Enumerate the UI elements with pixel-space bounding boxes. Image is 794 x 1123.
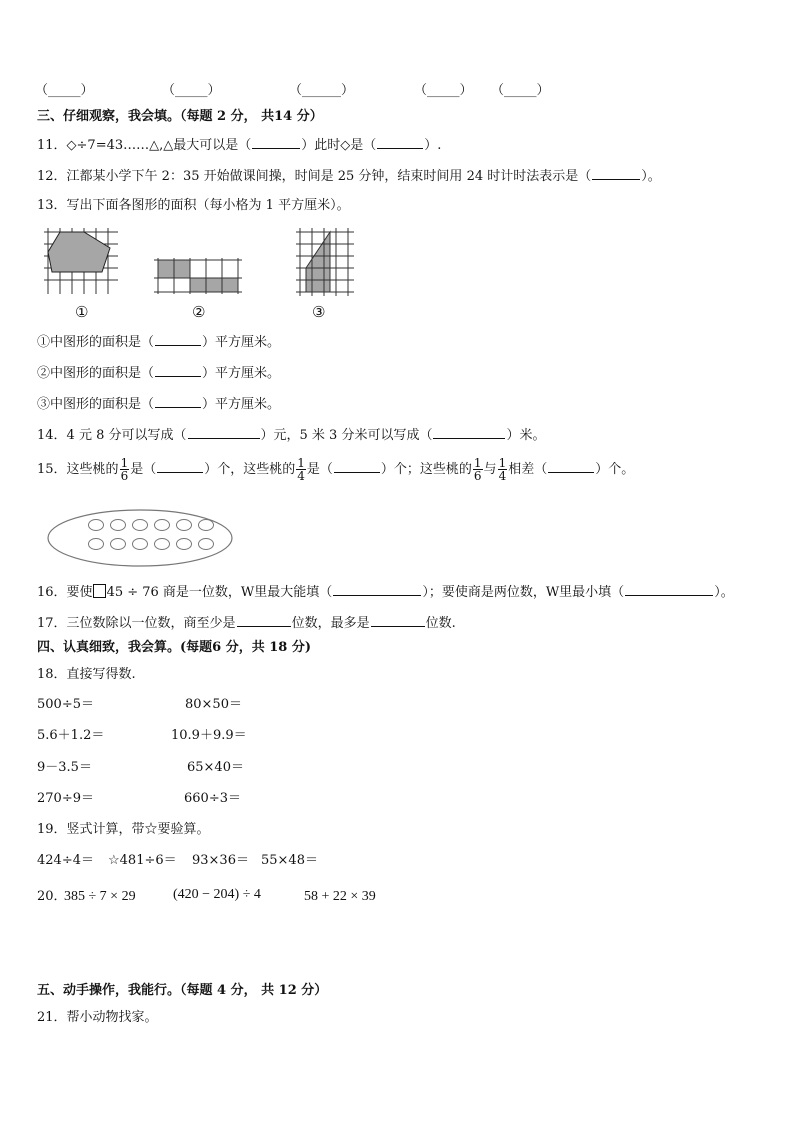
q12-text-a: 江都某小学下午 2：35 开始做课间操，时间是 25 分钟，结束时间用 24 时计时法表示是（	[66, 169, 592, 184]
q13-answer-1-label: ①中图形的面积是（	[37, 335, 155, 350]
top-blank-1[interactable]: （_____）	[35, 83, 94, 98]
q18-item-6: 65×40＝	[187, 760, 244, 775]
q13-answer-2-unit: ）平方厘米。	[202, 366, 281, 381]
peach	[111, 539, 126, 550]
q18-number: 18．	[37, 667, 67, 682]
q15-blank-1[interactable]	[157, 460, 203, 473]
q20-item-3: 58 + 22 × 39	[304, 889, 376, 904]
q20-item-1: 385 ÷ 7 × 29	[64, 889, 136, 904]
q18-item-1: 500÷5＝	[37, 697, 94, 712]
figure-label-3: ③	[312, 303, 326, 321]
q15-text-f: 与	[483, 462, 497, 477]
q20-number: 20．	[37, 889, 67, 904]
peach-plate	[44, 506, 236, 570]
q18-item-5: 9－3.5＝	[37, 760, 92, 775]
q16-text-d: ）。	[714, 585, 734, 600]
section-4-heading: 四、认真细致，我会算。(每题6 分，共 18 分)	[37, 640, 312, 655]
q17-blank-2[interactable]	[371, 614, 425, 627]
q14-blank-2[interactable]	[433, 426, 505, 439]
q13-number: 13．	[37, 198, 67, 213]
peach	[177, 539, 192, 550]
q15-text-c: ）个，这些桃的	[204, 462, 296, 477]
peach	[89, 539, 104, 550]
q14-text-c: ）米。	[506, 428, 546, 443]
peach	[199, 520, 214, 531]
q13-answer-2	[37, 364, 280, 382]
question-12	[37, 167, 661, 185]
q17-text-b: 位数，最多是	[291, 616, 370, 631]
peach	[155, 520, 170, 531]
q15-fraction-3: $\frac{1}{6}$	[473, 456, 482, 483]
top-blank-3[interactable]: （______）	[289, 83, 355, 98]
q18-item-4: 10.9＋9.9＝	[171, 728, 247, 743]
peach	[133, 520, 148, 531]
figure-label-1: ①	[75, 303, 89, 321]
q17-blank-1[interactable]	[237, 614, 291, 627]
peach	[111, 520, 126, 531]
q17-text-c: 位数.	[425, 616, 456, 631]
section-3-heading: 三、仔细观察，我会填。（每题 2 分， 共14 分）	[37, 109, 323, 124]
q15-text-b: 是（	[130, 462, 157, 477]
q11-blank-2[interactable]	[377, 136, 423, 149]
q19-item-2: ☆481÷6＝	[108, 853, 177, 868]
q12-blank[interactable]	[592, 167, 640, 180]
top-blank-4[interactable]: （_____）	[414, 83, 473, 98]
q18-item-3: 5.6＋1.2＝	[37, 728, 105, 743]
q11-text-a: ◇÷7=43……△,△最大可以是（	[66, 138, 252, 153]
grid-figure-1	[44, 228, 118, 294]
section-5-heading: 五、动手操作，我能行。（每题 4 分， 共 12 分）	[37, 983, 328, 998]
q15-fraction-4: $\frac{1}{4}$	[498, 456, 507, 483]
q19-item-4: 55×48＝	[261, 853, 318, 868]
q19-text: 竖式计算，带☆要验算。	[66, 822, 210, 837]
shape-figure-2b	[190, 278, 238, 292]
q18-text: 直接写得数.	[66, 667, 136, 682]
q16-digit-box[interactable]	[93, 584, 106, 598]
question-15	[37, 452, 634, 488]
question-20	[37, 889, 67, 905]
peach	[89, 520, 104, 531]
q14-text-b: ）元，5 米 3 分米可以写成（	[260, 428, 433, 443]
q13-answer-3-unit: ）平方厘米。	[202, 397, 281, 412]
q18-item-8: 660÷3＝	[184, 791, 241, 806]
q13-answer-3	[37, 395, 280, 413]
q11-number: 11．	[37, 138, 67, 153]
top-blank-2[interactable]: （_____）	[162, 83, 221, 98]
q15-number: 15．	[37, 462, 67, 477]
q13-text: 写出下面各图形的面积（每小格为 1 平方厘米）。	[66, 198, 350, 213]
question-14	[37, 426, 545, 444]
q18-item-2: 80×50＝	[185, 697, 242, 712]
question-17	[37, 614, 456, 632]
question-21	[37, 1010, 158, 1026]
q13-answer-1	[37, 333, 280, 351]
peach	[177, 520, 192, 531]
q11-blank-1[interactable]	[252, 136, 300, 149]
peach	[155, 539, 170, 550]
q20-item-2: (420 − 204) ÷ 4	[173, 887, 261, 902]
q11-text-b: ）此时◇是（	[301, 138, 377, 153]
q18-item-7: 270÷9＝	[37, 791, 94, 806]
q16-blank-1[interactable]	[333, 583, 421, 596]
q11-text-c: ）.	[424, 138, 442, 153]
shape-figure-1	[48, 232, 110, 272]
q15-text-d: 是（	[306, 462, 333, 477]
q13-answer-1-blank[interactable]	[155, 333, 201, 346]
q21-text: 帮小动物找家。	[66, 1010, 158, 1025]
q15-text-g: 相差（	[508, 462, 548, 477]
q16-number: 16．	[37, 585, 67, 600]
q13-answer-3-label: ③中图形的面积是（	[37, 397, 155, 412]
q15-fraction-1: $\frac{1}{6}$	[120, 456, 129, 483]
q12-text-b: ）。	[641, 169, 661, 184]
q14-text-a: 4 元 8 分可以写成（	[66, 428, 187, 443]
q13-answer-2-label: ②中图形的面积是（	[37, 366, 155, 381]
q15-blank-3[interactable]	[548, 460, 594, 473]
q13-answer-2-blank[interactable]	[155, 364, 201, 377]
q19-item-3: 93×36＝	[192, 853, 249, 868]
q16-text-a: 要使	[66, 585, 93, 600]
grid-figure-3	[296, 228, 354, 296]
q15-text-e: ）个；这些桃的	[380, 462, 472, 477]
q17-text-a: 三位数除以一位数，商至少是	[66, 616, 236, 631]
question-13	[37, 198, 350, 214]
question-16	[37, 583, 734, 601]
q15-text-a: 这些桃的	[66, 462, 119, 477]
peach	[133, 539, 148, 550]
q16-blank-2[interactable]	[625, 583, 713, 596]
top-blank-5[interactable]: （_____）	[491, 83, 550, 98]
q16-text-b: 45 ÷ 76 商是一位数，W里最大能填（	[106, 585, 333, 600]
q16-text-c: ）；要使商是两位数，W里最小填（	[422, 585, 625, 600]
q14-number: 14．	[37, 428, 67, 443]
q15-text-h: ）个。	[595, 462, 635, 477]
q12-number: 12．	[37, 169, 67, 184]
figure-label-2: ②	[192, 303, 206, 321]
q13-figures	[30, 222, 370, 322]
q19-item-1: 424÷4＝	[37, 853, 94, 868]
peach-group	[89, 520, 214, 550]
peach	[199, 539, 214, 550]
q14-blank-1[interactable]	[188, 426, 260, 439]
question-18	[37, 667, 136, 683]
question-11	[37, 136, 441, 154]
q19-number: 19．	[37, 822, 67, 837]
q13-answer-1-unit: ）平方厘米。	[202, 335, 281, 350]
q15-blank-2[interactable]	[334, 460, 380, 473]
shape-figure-3	[306, 232, 330, 292]
q17-number: 17．	[37, 616, 67, 631]
q15-fraction-2: $\frac{1}{4}$	[297, 456, 305, 483]
grid-figure-2	[154, 258, 242, 294]
question-19	[37, 822, 210, 838]
q21-number: 21．	[37, 1010, 67, 1025]
q13-answer-3-blank[interactable]	[155, 395, 201, 408]
